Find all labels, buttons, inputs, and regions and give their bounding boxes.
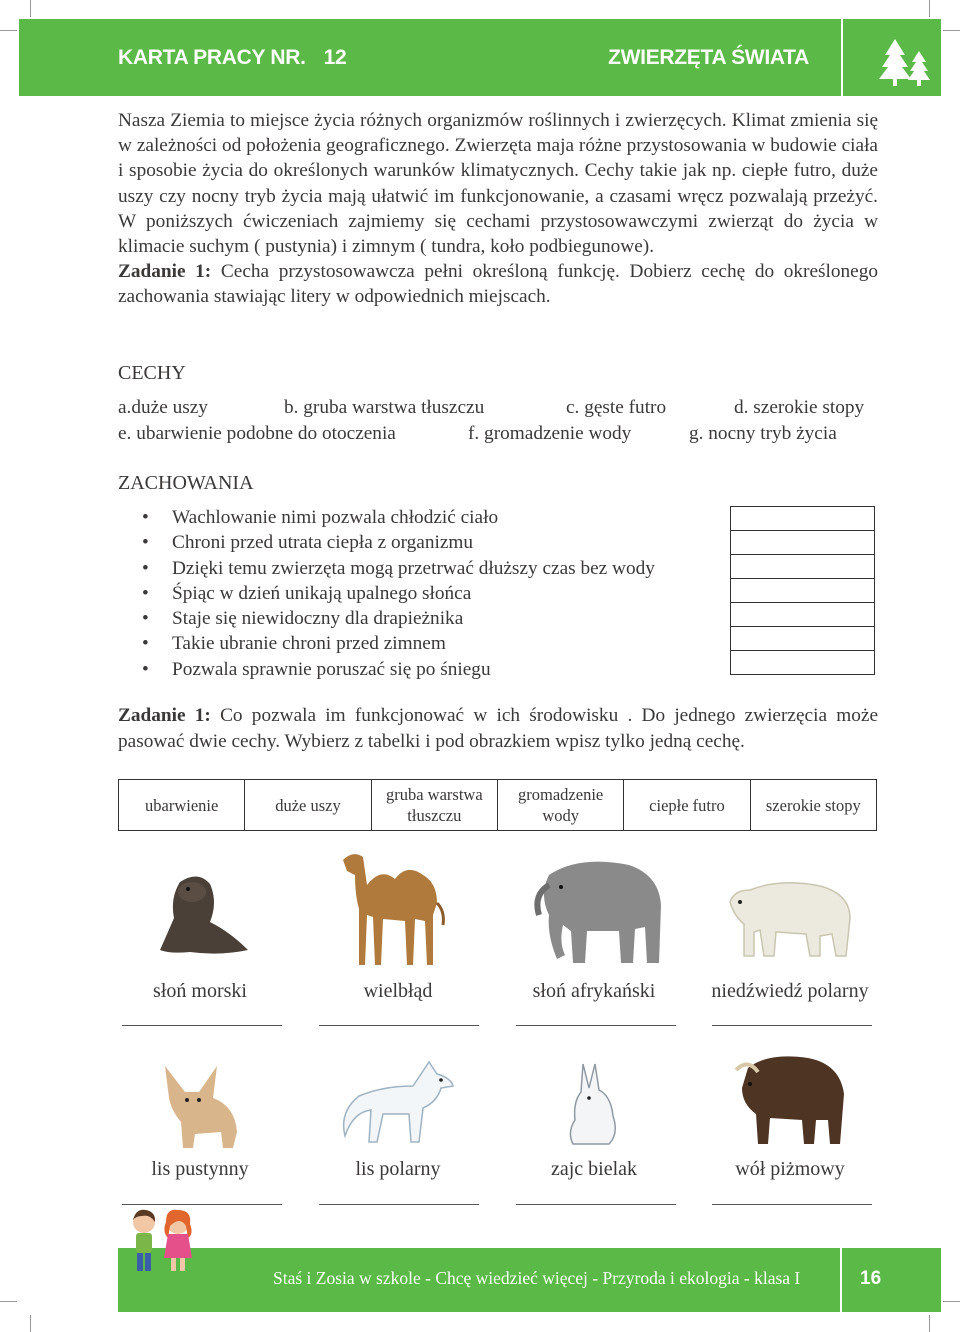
behaviour-item: • Staje się niewidoczny dla drapieżnika (140, 606, 655, 631)
intro-paragraph: Nasza Ziemia to miejsce życia różnych organizmów roślinnych i zwierzęcych. Klimat zmienia się w zależności od położenia geograficznego. Zwierzęta maja różne przystosowania w budowie ciała i sposobie życia do określonych warunków klimatycznych. Cechy takie jak np. ciepłe futro, duże uszy czy nocny tryb życia mają ułatwić im funkcjonowanie, a czasami wręcz pozwalają przeżyć. W poniższych ćwiczeniach zajmiemy się cechami przystosowawczymi zwierząt do życia w klimacie suchym ( pustynia) i zimnym ( tundra, koło podbiegunowe). (118, 110, 878, 258)
feature-cell: ubarwienie (119, 780, 245, 831)
animal-label: lis polarny (355, 1158, 441, 1180)
page-number: 16 (860, 1268, 882, 1289)
animal-label: lis pustynny (151, 1158, 249, 1180)
animal-label: wół piżmowy (735, 1158, 845, 1180)
trees-icon (859, 37, 939, 87)
feature-option-c: c. gęste futro (566, 397, 667, 418)
crop-mark (929, 1315, 930, 1332)
answer-box[interactable] (730, 602, 875, 626)
feature-cell: ciepłe futro (624, 780, 750, 831)
topic-title: ZWIERZĘTA ŚWIATA (608, 46, 809, 69)
feature-option-f: f. gromadzenie wody (468, 423, 632, 444)
worksheet-number: 12 (323, 46, 347, 69)
task1-label: Zadanie 1: (118, 261, 212, 283)
answer-line[interactable] (712, 1204, 872, 1205)
answer-line[interactable] (319, 1204, 479, 1205)
crop-mark (929, 0, 930, 17)
feature-cell: duże uszy (245, 780, 371, 831)
behaviour-item: • Wachlowanie nimi pozwala chłodzić ciało (140, 505, 655, 530)
task1-instructions (118, 259, 878, 309)
crop-mark (943, 30, 960, 31)
answer-line[interactable] (712, 1025, 872, 1026)
worksheet-title (118, 46, 346, 70)
elephant-seal-picture (102, 862, 298, 962)
feature-option-g: g. nocny tryb życia (689, 423, 837, 444)
feature-option-a: a.duże uszy (118, 397, 208, 418)
fennec-fox-icon (155, 1062, 245, 1150)
features-table (118, 779, 877, 831)
footer-divider (840, 1248, 842, 1312)
answer-box[interactable] (730, 530, 875, 554)
answer-line[interactable] (122, 1025, 282, 1026)
task2-label: Zadanie 1: (118, 705, 211, 726)
table-row (119, 780, 877, 831)
polar-bear-picture (692, 872, 888, 962)
elephant-icon (519, 855, 669, 970)
feature-option-d: d. szerokie stopy (734, 397, 865, 418)
answer-line[interactable] (319, 1025, 479, 1026)
cechy-heading: CECHY (118, 362, 186, 384)
crop-mark (943, 1301, 960, 1302)
behaviour-item: • Takie ubranie chroni przed zimnem (140, 631, 655, 656)
crop-mark (0, 30, 17, 31)
zachowania-heading: ZACHOWANIA (118, 472, 254, 494)
animal-label: słoń morski (153, 980, 247, 1002)
feature-cell: gromadzenie wody (497, 780, 623, 831)
answer-line[interactable] (516, 1204, 676, 1205)
answer-line[interactable] (516, 1025, 676, 1026)
answer-box[interactable] (730, 650, 875, 675)
crop-mark (0, 1301, 17, 1302)
feature-cell: szerokie stopy (750, 780, 876, 831)
animal-label: słoń afrykański (532, 980, 656, 1002)
camel-picture (300, 845, 496, 970)
crop-mark (30, 1315, 31, 1332)
polar-bear-icon (720, 872, 860, 962)
feature-cell: gruba warstwa tłuszczu (371, 780, 497, 831)
header-divider (841, 19, 843, 96)
elephant-seal-icon (140, 862, 260, 962)
arctic-fox-icon (333, 1052, 463, 1147)
behaviour-item: • Pozwala sprawnie poruszać się po śniegu (140, 657, 655, 682)
mountain-hare-picture (496, 1062, 692, 1147)
camel-icon (333, 845, 463, 970)
task2-text: Co pozwala im funkcjonować w ich środowisku . Do jednego zwierzęcia może pasować dwie cechy. Wybierz z tabelki i pod obrazkiem wpisz tylko jedną cechę. (118, 705, 878, 752)
answer-box[interactable] (730, 626, 875, 650)
african-elephant-picture (496, 855, 692, 970)
animal-label: wielbłąd (363, 980, 433, 1002)
task1-text: Cecha przystosowawcza pełni określoną funkcję. Dobierz cechę do określonego zachowania stawiając litery w odpowiednich miejscach. (118, 261, 878, 308)
arctic-fox-picture (300, 1052, 496, 1147)
kids-mascot-icon (122, 1208, 202, 1274)
answer-line[interactable] (122, 1204, 282, 1205)
animal-label: zajc bielak (550, 1158, 638, 1180)
feature-option-b: b. gruba warstwa tłuszczu (284, 397, 485, 418)
behaviour-item: • Śpiąc w dzień unikają upalnego słońca (140, 581, 655, 606)
answer-box[interactable] (730, 554, 875, 578)
answer-boxes (730, 506, 875, 675)
page-header (19, 19, 941, 96)
intro-section (118, 108, 878, 310)
answer-box[interactable] (730, 506, 875, 530)
crop-mark (30, 0, 31, 17)
behaviour-list (140, 505, 655, 682)
hare-icon (559, 1062, 629, 1147)
worksheet-label: KARTA PRACY NR. (118, 46, 306, 69)
fennec-fox-picture (102, 1062, 298, 1150)
musk-ox-picture (692, 1048, 888, 1148)
animal-label: niedźwiedź polarny (711, 980, 869, 1002)
feature-option-e: e. ubarwienie podobne do otoczenia (118, 423, 396, 444)
musk-ox-icon (728, 1048, 853, 1148)
behaviour-item: • Dzięki temu zwierzęta mogą przetrwać dłuższy czas bez wody (140, 556, 655, 581)
task2-instructions (118, 703, 878, 755)
behaviour-item: • Chroni przed utrata ciepła z organizmu (140, 530, 655, 555)
answer-box[interactable] (730, 578, 875, 602)
page-footer (118, 1248, 941, 1312)
footer-series-title: Staś i Zosia w szkole - Chcę wiedzieć więcej - Przyroda i ekologia - klasa I (273, 1268, 801, 1288)
